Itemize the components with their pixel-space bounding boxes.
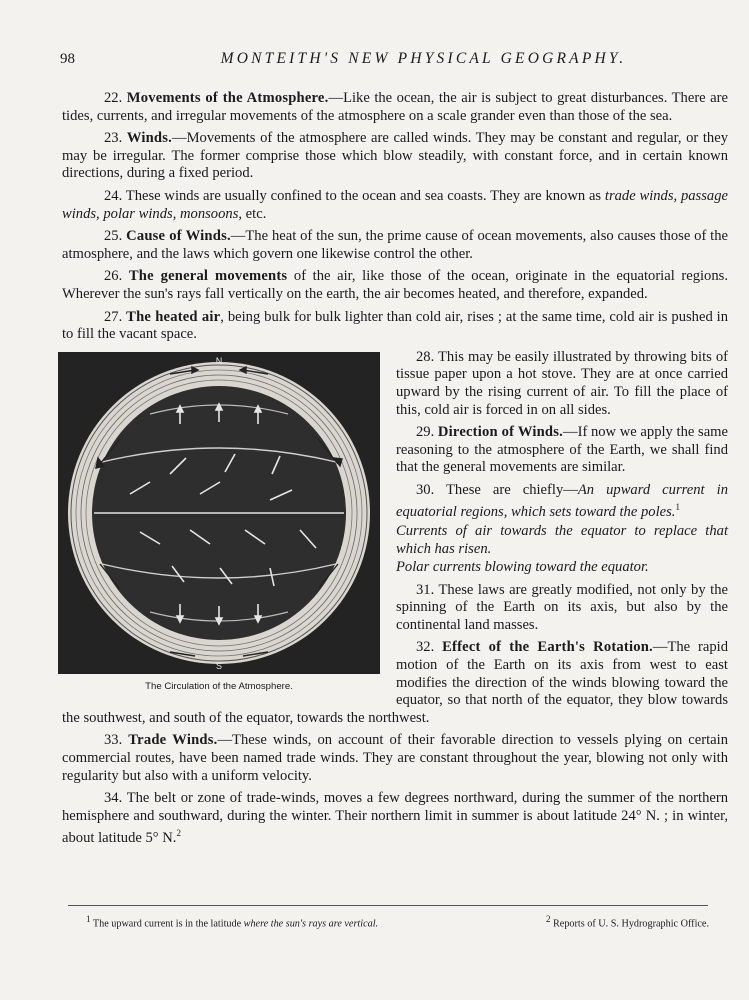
section-heading: Effect of the Earth's Rotation. <box>442 639 653 656</box>
paragraph-28: 28. This may be easily illustrated by throwing bits of tissue paper upon a hot stove. They are at once carried upward by the rising current of air. To fill the place of this, cold air is forced in on all sides. <box>396 348 728 418</box>
footnote-1: $^1$ The upward current is in the latitude where the sun's rays are vertical. <box>86 914 379 930</box>
figure-caption: The Circulation of the Atmosphere. <box>145 680 293 692</box>
page-header <box>60 50 727 74</box>
section-heading: Direction of Winds. <box>437 424 563 441</box>
paragraph-23: 23. Winds.—Movements of the atmosphere are called winds. They may be constant and regular, or they may be irregular. The former comprise those which blow steadily, with constant force, and in certain known directions, during a fixed period. <box>62 130 728 182</box>
paragraph-31: 31. These laws are greatly modified, not only by the spinning of the Earth on its axis, but also by the continental land masses. <box>396 581 728 633</box>
north-label: N <box>215 355 223 366</box>
figure-frame <box>58 352 380 674</box>
paragraph-25: 25. Cause of Winds.—The heat of the sun, the prime cause of ocean movements, also causes those of the atmosphere, and the laws which govern one likewise control the other. <box>62 228 728 262</box>
paragraph-32: 32. Effect of the Earth's Rotation.—The rapid motion of the Earth on its axis from west to east modifies the direction of the winds blowing toward the equator, so that north of the equator, they blow towards the southwest, and south of the equator, towards the northwest. <box>62 639 728 726</box>
footnote-2: $^2$ Reports of U. S. Hydrographic Office. <box>545 914 709 930</box>
paragraph-34: 34. The belt or zone of trade-winds, moves a few degrees northward, during the summer of the northern hemisphere and southward, during the winter. Their northern limit in summer is about latitude 24° N. ; in winter, about latitude 5° N.$^2$ <box>62 790 728 847</box>
section-heading: The general movements <box>128 268 288 285</box>
list-item: Currents of air towards the equator to replace that which has risen. <box>396 522 728 557</box>
paragraph-26: 26. The general movements of the air, like those of the ocean, originate in the equatorial regions. Wherever the sun's rays fall vertically on the earth, the air becomes heated, and therefore, expanded. <box>62 268 728 302</box>
paragraph-30: 30. These are chiefly—An upward current in equatorial regions, which sets toward the poles.$^1$ <box>396 481 728 521</box>
paragraph-29: 29. Direction of Winds.—If now we apply the same reasoning to the atmosphere of the Earth, we shall find that the general movements are similar. <box>396 424 728 476</box>
globe-illustration <box>60 354 378 672</box>
running-title: MONTEITH'S NEW PHYSICAL GEOGRAPHY. <box>220 50 627 67</box>
footnotes <box>86 914 709 929</box>
body-text <box>62 90 728 853</box>
paragraph-22: 22. Movements of the Atmosphere.—Like the ocean, the air is subject to great disturbances. There are tides, currents, and irregular movements of the atmosphere on a scale grander even than those of the sea. <box>62 90 728 124</box>
list-item: Polar currents blowing toward the equator. <box>396 559 649 576</box>
section-heading: The heated air <box>126 308 221 325</box>
footnote-rule <box>68 905 708 906</box>
paragraph-33: 33. Trade Winds.—These winds, on account of their favorable direction to vessels plying on certain commercial routes, have been named trade winds. They are constant throughout the year, blowing not only with regularity but also with a uniform velocity. <box>62 732 728 784</box>
section-heading: Movements of the Atmosphere. <box>126 90 329 106</box>
paragraph-24: 24. These winds are usually confined to the ocean and sea coasts. They are known as trade winds, passage winds, polar winds, monsoons, etc. <box>62 187 728 222</box>
atmosphere-circulation-figure <box>58 352 380 696</box>
paragraph-27: 27. The heated air, being bulk for bulk lighter than cold air, rises ; at the same time, cold air is pushed in to fill the vacant space. <box>62 308 728 343</box>
south-label: S <box>215 660 223 671</box>
page-number: 98 <box>60 51 75 67</box>
section-heading: Winds. <box>126 130 172 147</box>
section-heading: Cause of Winds. <box>126 228 231 245</box>
section-heading: Trade Winds. <box>128 732 218 749</box>
